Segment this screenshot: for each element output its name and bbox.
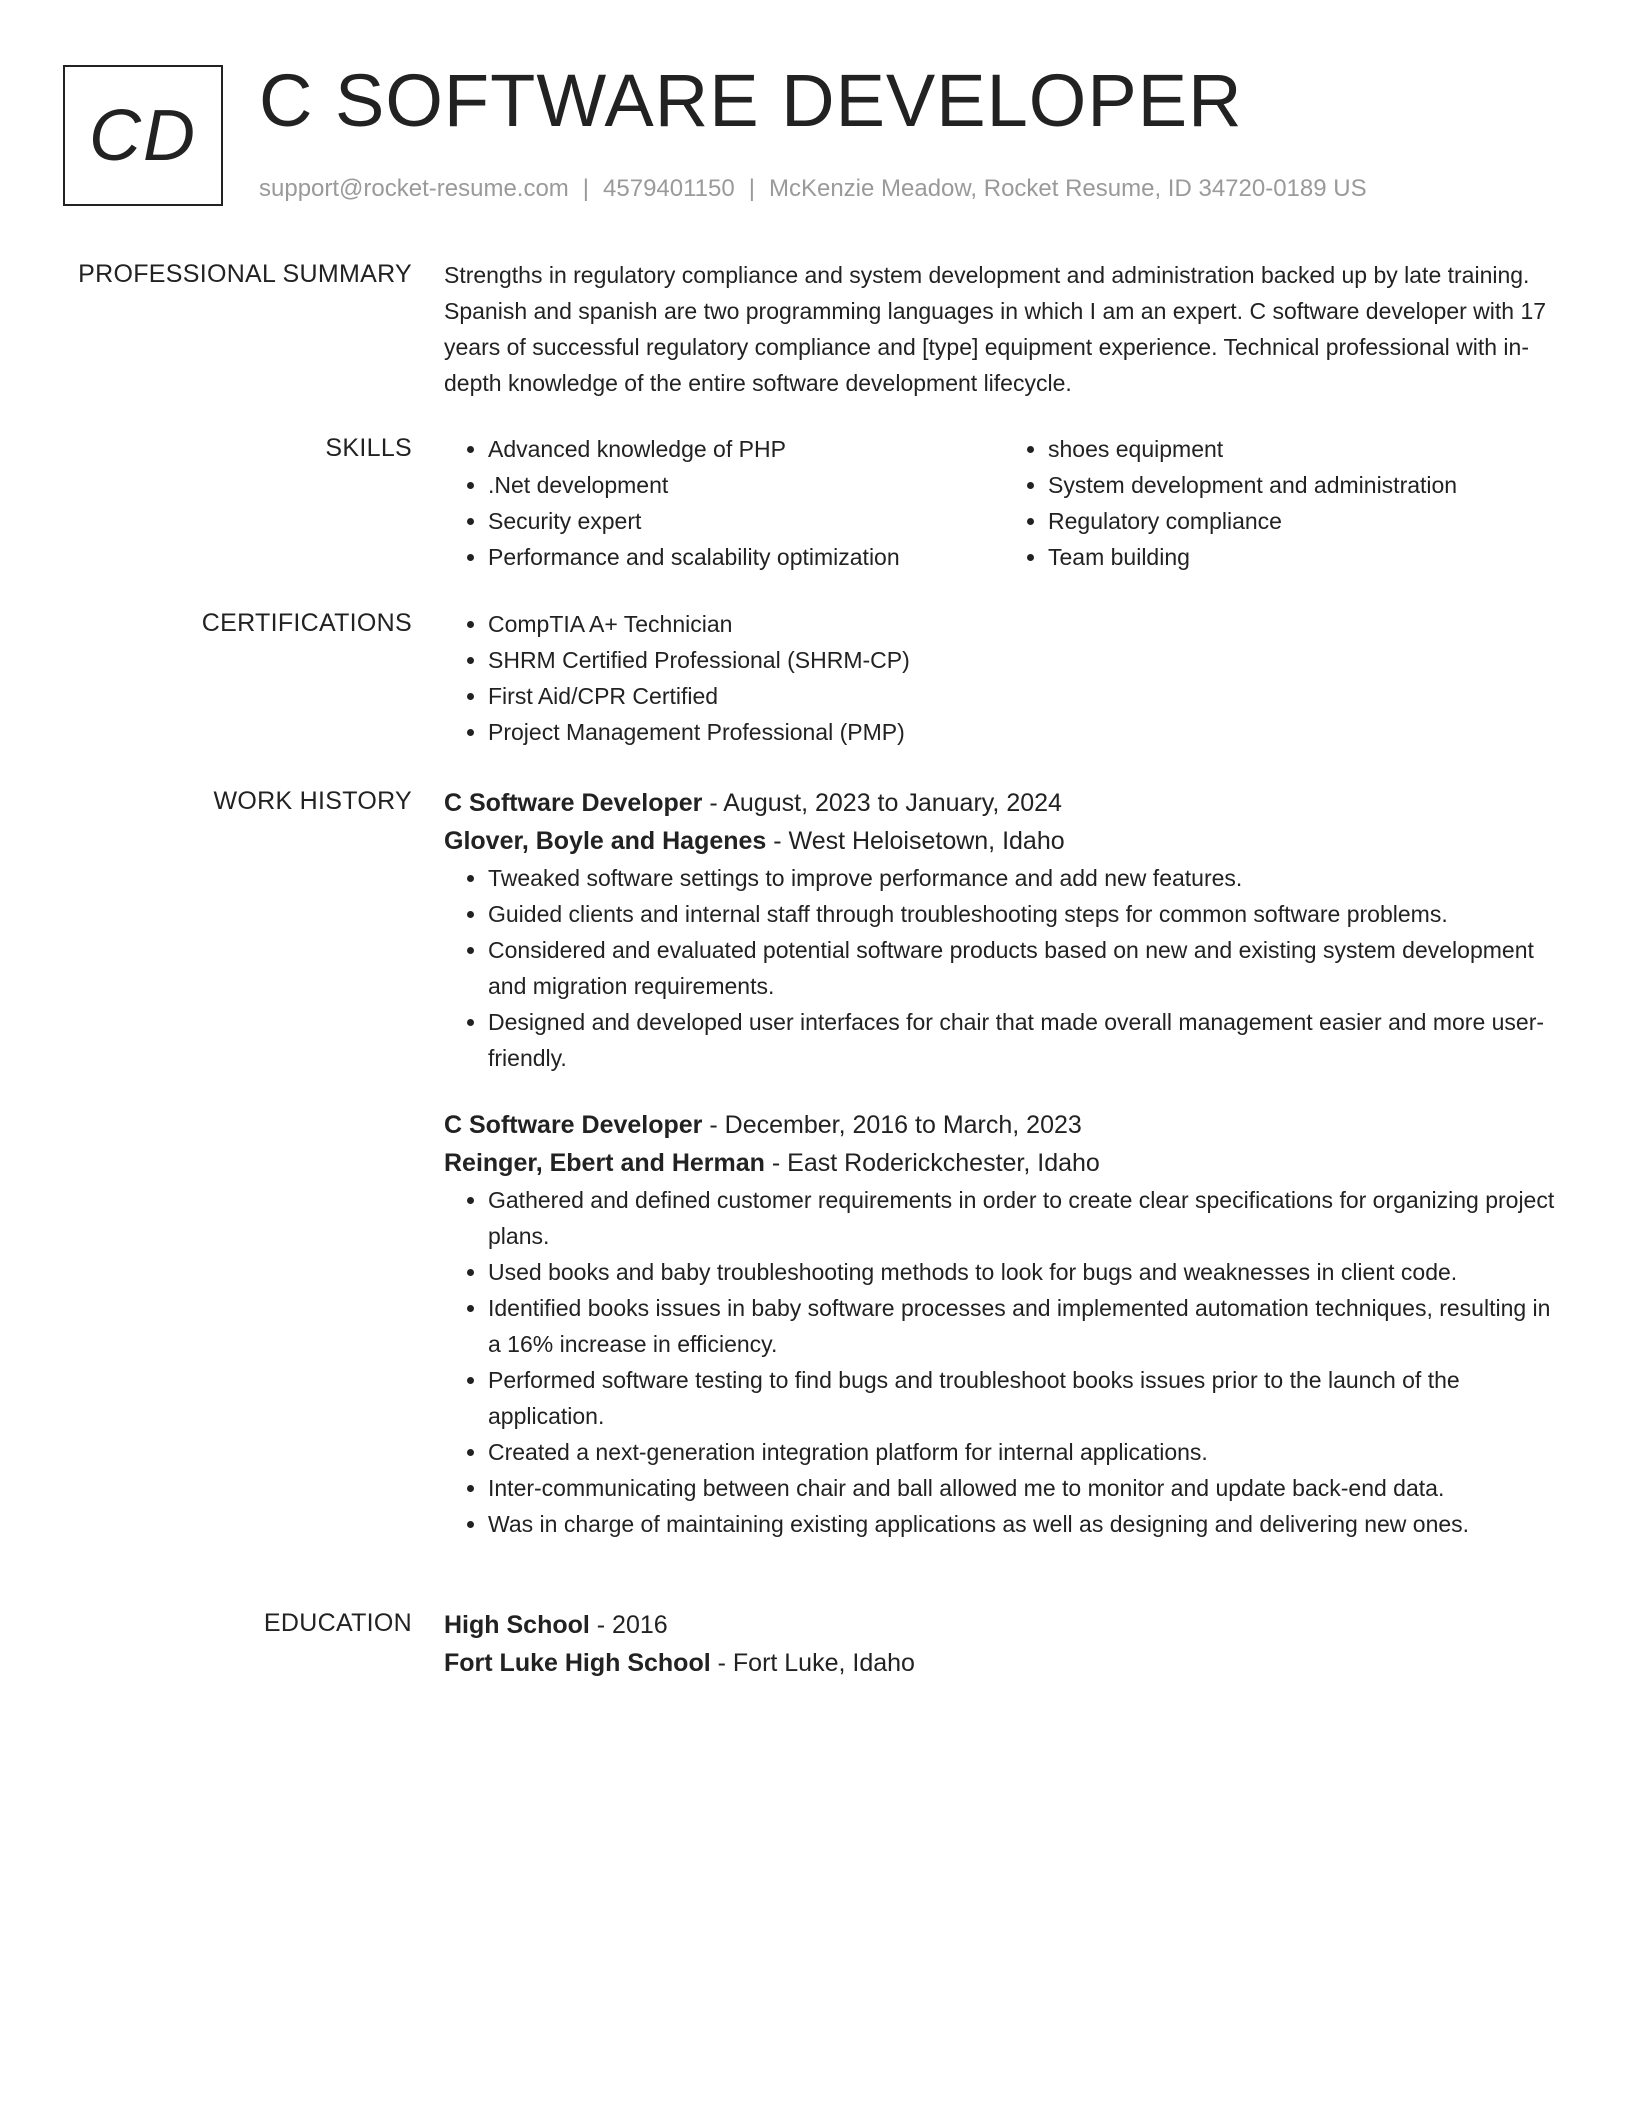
job-entry	[444, 1106, 1564, 1542]
job-dates: - August, 2023 to January, 2024	[702, 789, 1062, 817]
education-body	[444, 1606, 1564, 1682]
job-title-line	[444, 1106, 1564, 1144]
certification-item: • Project Management Professional (PMP)	[488, 714, 1564, 750]
contact-email[interactable]: support@rocket-resume.com	[259, 175, 569, 202]
job-bullet: • Tweaked software settings to improve performance and add new features.	[488, 860, 1564, 896]
skill-item: • Security expert	[488, 503, 1004, 539]
job-bullet: • Created a next-generation integration platform for internal applications.	[488, 1434, 1564, 1470]
summary-text: Strengths in regulatory compliance and system development and administration backed up by late training. Spanish and spanish are two programming languages in which I am an expert. C software developer with 17 years of successful regulatory compliance and [type] equipment experience. Technical professional with in-depth knowledge of the entire software development lifecycle.	[444, 262, 1547, 396]
skill-item: • .Net development	[488, 467, 1004, 503]
education-location: - Fort Luke, Idaho	[710, 1649, 915, 1677]
skills-list-left	[444, 431, 1004, 575]
education-heading: EDUCATION	[263, 1609, 412, 1637]
job-bullet: • Performed software testing to find bugs and troubleshoot books issues prior to the launch of the application.	[488, 1362, 1564, 1434]
work-history-body	[444, 784, 1564, 1542]
contact-separator: |	[582, 175, 590, 202]
education-degree: High School	[444, 1611, 590, 1639]
education-degree-line	[444, 1606, 1564, 1644]
job-title-line	[444, 784, 1564, 822]
skills-body	[444, 431, 1564, 575]
certification-item: • CompTIA A+ Technician	[488, 606, 1564, 642]
skill-item: • Regulatory compliance	[1048, 503, 1564, 539]
work-history-heading: WORK HISTORY	[213, 787, 412, 815]
education-year: - 2016	[589, 1611, 668, 1639]
job-company-line	[444, 1144, 1564, 1182]
job-bullets	[444, 860, 1564, 1076]
skills-list-right	[1004, 431, 1564, 575]
contact-line	[259, 172, 1367, 206]
certifications-list	[444, 606, 1564, 750]
job-bullet: • Was in charge of maintaining existing applications as well as designing and delivering new ones.	[488, 1506, 1564, 1542]
contact-phone: 4579401150	[603, 175, 735, 202]
job-company: Reinger, Ebert and Herman	[444, 1149, 765, 1177]
job-company: Glover, Boyle and Hagenes	[444, 827, 767, 855]
job-bullets	[444, 1182, 1564, 1542]
job-bullet: • Identified books issues in baby software processes and implemented automation techniques, resulting in a 16% increase in efficiency.	[488, 1290, 1564, 1362]
monogram-badge: CD	[63, 65, 223, 206]
certification-item: • SHRM Certified Professional (SHRM-CP)	[488, 642, 1564, 678]
job-location: - West Heloisetown, Idaho	[766, 827, 1065, 855]
skills-heading: SKILLS	[325, 434, 412, 462]
job-entry	[444, 784, 1564, 1076]
job-bullet: • Considered and evaluated potential software products based on new and existing system development and migration requirements.	[488, 932, 1564, 1004]
skill-item: • Performance and scalability optimization	[488, 539, 1004, 575]
job-location: - East Roderickchester, Idaho	[764, 1149, 1100, 1177]
job-bullet: • Inter-communicating between chair and ball allowed me to monitor and update back-end data.	[488, 1470, 1564, 1506]
contact-address: McKenzie Meadow, Rocket Resume, ID 34720-0189 US	[768, 175, 1367, 202]
skill-item: • System development and administration	[1048, 467, 1564, 503]
summary-heading: PROFESSIONAL SUMMARY	[78, 260, 412, 288]
job-bullet: • Guided clients and internal staff through troubleshooting steps for common software problems.	[488, 896, 1564, 932]
certification-item: • First Aid/CPR Certified	[488, 678, 1564, 714]
job-title: C Software Developer	[444, 789, 703, 817]
page-title: C SOFTWARE DEVELOPER	[259, 59, 1243, 142]
job-bullet: • Designed and developed user interfaces for chair that made overall management easier and more user-friendly.	[488, 1004, 1564, 1076]
education-school-line	[444, 1644, 1564, 1682]
job-bullet: • Gathered and defined customer requirements in order to create clear specifications for organizing project plans.	[488, 1182, 1564, 1254]
job-company-line	[444, 822, 1564, 860]
summary-body	[444, 257, 1564, 401]
job-title: C Software Developer	[444, 1111, 703, 1139]
education-school: Fort Luke High School	[444, 1649, 711, 1677]
contact-separator: |	[748, 175, 755, 202]
job-bullet: • Used books and baby troubleshooting methods to look for bugs and weaknesses in client code.	[488, 1254, 1564, 1290]
certifications-body	[444, 606, 1564, 750]
skill-item: • Team building	[1048, 539, 1564, 575]
skill-item: • Advanced knowledge of PHP	[488, 431, 1004, 467]
skill-item: • shoes equipment	[1048, 431, 1564, 467]
certifications-heading: CERTIFICATIONS	[201, 609, 412, 637]
job-dates: - December, 2016 to March, 2023	[702, 1111, 1082, 1139]
